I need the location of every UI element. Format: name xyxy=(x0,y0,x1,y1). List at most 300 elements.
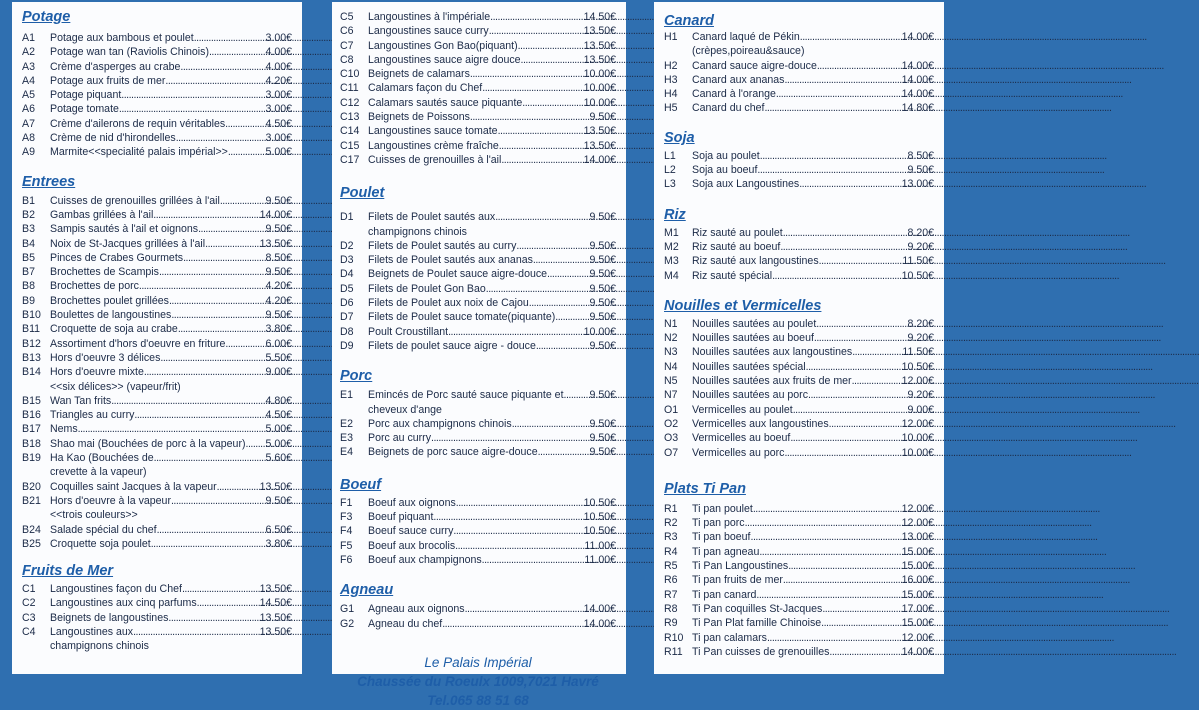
item-line xyxy=(368,210,616,224)
item-description xyxy=(692,616,934,630)
item-description xyxy=(50,322,292,336)
menu-list-soja xyxy=(664,149,934,192)
item-price: 3.00€ xyxy=(265,89,292,102)
item-code: R10 xyxy=(664,631,684,644)
item-price: 14.50€ xyxy=(259,597,292,610)
item-code: B24 xyxy=(22,523,41,536)
dot-leader xyxy=(121,88,264,102)
dot-leader xyxy=(518,39,583,53)
item-name: Ti pan boeuf xyxy=(692,531,751,544)
item-description xyxy=(50,480,292,494)
item-name: Crème d'asperges au crabe xyxy=(50,60,181,73)
item-price: 13.50€ xyxy=(583,125,616,138)
dot-leader xyxy=(512,417,589,431)
menu-item xyxy=(22,279,292,293)
item-description xyxy=(50,265,292,279)
menu-item xyxy=(664,149,934,163)
item-code: L2 xyxy=(664,164,676,177)
item-code: B15 xyxy=(22,394,41,407)
item-code: D6 xyxy=(340,297,354,310)
item-name: Langoustines sauce aigre douce xyxy=(368,53,521,66)
item-price: 9.50€ xyxy=(589,239,616,252)
menu-item xyxy=(22,131,292,145)
menu-item xyxy=(664,360,934,374)
item-name: Langoustines à l'impériale xyxy=(368,11,491,23)
item-description xyxy=(368,431,616,445)
item-price: 10.00€ xyxy=(583,96,616,109)
item-name: Potage wan tan (Raviolis Chinois) xyxy=(50,46,209,59)
item-name: Potage piquant xyxy=(50,89,122,102)
menu-item xyxy=(22,208,292,222)
menu-item xyxy=(664,388,934,402)
item-price: 9.50€ xyxy=(589,268,616,281)
item-description xyxy=(368,282,616,296)
dot-leader xyxy=(205,237,258,251)
item-description xyxy=(50,208,292,222)
menu-item xyxy=(340,339,616,353)
item-name: Ha Kao (Bouchées de xyxy=(50,452,154,465)
item-name: Vermicelles au boeuf xyxy=(692,432,791,445)
item-description xyxy=(368,388,616,417)
dot-leader xyxy=(220,194,265,208)
dot-leader xyxy=(745,516,901,530)
item-name: Filets de Poulet sauce tomate(piquante) xyxy=(368,311,556,324)
item-code: F3 xyxy=(340,511,353,524)
item-price: 10.00€ xyxy=(583,68,616,81)
item-name: Ti Pan Plat famille Chinoise xyxy=(692,617,822,630)
menu-list-canard xyxy=(664,30,934,116)
item-name: Nouilles sautées aux fruits de mer xyxy=(692,375,852,388)
item-price: 3.80€ xyxy=(265,323,292,336)
menu-item xyxy=(22,394,292,408)
item-description xyxy=(692,331,934,345)
item-name: Marmite<<specialité palais impérial>> xyxy=(50,146,228,159)
item-name: Vermicelles au porc xyxy=(692,446,785,459)
item-description xyxy=(368,553,616,567)
menu-item xyxy=(340,239,616,253)
item-code: O3 xyxy=(664,432,679,445)
menu-item xyxy=(664,588,934,602)
item-code: B13 xyxy=(22,351,41,364)
item-name: Nouilles sautées spécial xyxy=(692,360,806,373)
item-code: G1 xyxy=(340,603,355,616)
menu-item xyxy=(664,87,934,101)
item-price: 13.50€ xyxy=(583,139,616,152)
item-name: Hors d'oeuvre à la vapeur xyxy=(50,494,171,507)
item-description xyxy=(692,59,934,73)
menu-item xyxy=(22,74,292,88)
menu-item xyxy=(340,210,616,239)
item-description xyxy=(692,177,934,191)
item-name: Canard laqué de Pékin xyxy=(692,31,800,43)
menu-item xyxy=(340,81,616,95)
item-price: 8.50€ xyxy=(265,251,292,264)
dot-leader xyxy=(111,394,264,408)
dot-leader xyxy=(470,110,589,124)
dot-leader xyxy=(814,331,907,345)
menu-item xyxy=(664,254,934,268)
item-description xyxy=(692,545,934,559)
item-name: Soja au poulet xyxy=(692,149,760,162)
item-description xyxy=(50,102,292,116)
menu-item xyxy=(22,337,292,351)
item-description xyxy=(50,523,292,537)
item-name: Cuisses de grenouilles à l'ail xyxy=(368,153,502,166)
menu-item xyxy=(664,530,934,544)
item-price: 9.50€ xyxy=(589,111,616,124)
item-name: Ti pan agneau xyxy=(692,545,760,558)
dot-leader xyxy=(529,296,589,310)
item-name: Ti pan fruits de mer xyxy=(692,574,783,587)
item-name: Gambas grillées à l'ail xyxy=(50,208,154,221)
section-title-riz: Riz xyxy=(664,206,686,223)
item-price: 12.00€ xyxy=(901,631,934,644)
menu-item xyxy=(664,240,934,254)
restaurant-address: Chaussée du Roeulx 1009,7021 Havré xyxy=(357,673,599,689)
item-price: 10.00€ xyxy=(901,446,934,459)
item-name: Beignets de calamars xyxy=(368,68,470,81)
item-code: C7 xyxy=(340,39,354,52)
item-name: Calamars façon du Chef xyxy=(368,82,483,95)
menu-item xyxy=(664,73,934,87)
dot-leader xyxy=(159,265,265,279)
item-description xyxy=(368,310,616,324)
item-price: 4.50€ xyxy=(265,117,292,130)
dot-leader xyxy=(246,437,265,451)
menu-item xyxy=(340,602,616,616)
menu-item xyxy=(340,67,616,81)
menu-item xyxy=(22,31,292,45)
item-code: B17 xyxy=(22,423,41,436)
item-name: Brochettes de porc xyxy=(50,280,139,293)
item-description xyxy=(692,530,934,544)
item-name: Potage aux fruits de mer xyxy=(50,74,166,87)
menu-list-fruits-de-mer-cont xyxy=(340,10,616,167)
item-code: F6 xyxy=(340,553,353,566)
menu-item xyxy=(22,45,292,59)
item-description xyxy=(368,81,616,95)
item-name: Filets de poulet sauce aigre - douce xyxy=(368,339,536,352)
dot-leader xyxy=(852,374,901,388)
item-description xyxy=(692,588,934,602)
item-code: B11 xyxy=(22,323,41,336)
item-code: M4 xyxy=(664,269,679,282)
item-code: L3 xyxy=(664,178,676,191)
menu-item xyxy=(664,431,934,445)
item-name: Soja au boeuf xyxy=(692,164,758,177)
dot-leader xyxy=(225,337,264,351)
menu-item xyxy=(664,59,934,73)
menu-item xyxy=(664,163,934,177)
item-description xyxy=(692,226,934,240)
item-name: Filets de Poulet sautés aux xyxy=(368,211,496,224)
item-code: O2 xyxy=(664,417,679,430)
item-description xyxy=(368,510,616,524)
item-name: Vermicelles au poulet xyxy=(692,403,793,416)
dot-leader xyxy=(783,573,901,587)
dot-leader xyxy=(490,10,582,24)
item-price: 13.50€ xyxy=(259,237,292,250)
item-name: Beignets de Poissons xyxy=(368,111,470,124)
item-price: 9.20€ xyxy=(907,332,934,345)
item-code: C15 xyxy=(340,139,360,152)
restaurant-info xyxy=(340,653,616,710)
item-code: A2 xyxy=(22,46,35,59)
item-price: 14.00€ xyxy=(901,73,934,86)
item-description xyxy=(692,101,934,115)
item-description xyxy=(368,296,616,310)
menu-item xyxy=(340,53,616,67)
dot-leader xyxy=(788,559,900,573)
item-description xyxy=(50,611,292,625)
item-description xyxy=(50,145,292,159)
dot-leader xyxy=(448,325,583,339)
item-name: Boeuf sauce curry xyxy=(368,525,454,538)
item-name: Canard à l'orange xyxy=(692,88,776,101)
item-name: Noix de St-Jacques grillées à l'ail xyxy=(50,237,206,250)
item-description xyxy=(692,388,934,402)
dot-leader xyxy=(564,388,589,402)
item-name: Langoustines façon du Chef xyxy=(50,583,182,596)
item-description xyxy=(692,602,934,616)
item-code: M1 xyxy=(664,226,679,239)
item-code: D4 xyxy=(340,268,354,281)
item-code: C14 xyxy=(340,125,360,138)
item-price: 9.50€ xyxy=(907,164,934,177)
item-name: Crème d'ailerons de requin véritables xyxy=(50,117,226,130)
item-price: 8.20€ xyxy=(907,317,934,330)
menu-item xyxy=(22,251,292,265)
item-price: 9.20€ xyxy=(907,389,934,402)
menu-item xyxy=(664,616,934,630)
item-price: 10.00€ xyxy=(901,432,934,445)
item-description xyxy=(692,269,934,283)
menu-list-entrees xyxy=(22,194,292,551)
item-price: 9.50€ xyxy=(265,223,292,236)
item-code: H4 xyxy=(664,88,678,101)
menu-item xyxy=(664,417,934,431)
item-code: R6 xyxy=(664,574,678,587)
item-description xyxy=(50,222,292,236)
menu-item xyxy=(22,611,292,625)
dot-leader xyxy=(489,24,583,38)
item-name: Soja aux Langoustines xyxy=(692,178,800,191)
menu-item xyxy=(22,145,292,159)
item-description xyxy=(692,345,934,359)
dot-leader xyxy=(78,422,265,436)
item-price: 9.50€ xyxy=(265,194,292,207)
item-description xyxy=(50,408,292,422)
item-description xyxy=(692,360,934,374)
menu-item xyxy=(22,308,292,322)
dot-leader xyxy=(160,351,264,365)
item-price: 9.50€ xyxy=(265,266,292,279)
item-name: Sampis sautés à l'ail et oignons xyxy=(50,223,199,236)
item-code: B5 xyxy=(22,251,35,264)
item-description xyxy=(692,516,934,530)
dot-leader xyxy=(171,308,264,322)
item-price: 4.20€ xyxy=(265,74,292,87)
menu-item xyxy=(22,102,292,116)
item-price: 4.80€ xyxy=(265,394,292,407)
item-code: A1 xyxy=(22,32,35,44)
item-name: Langoustines Gon Bao(piquant) xyxy=(368,39,518,52)
menu-list-agneau xyxy=(340,602,616,631)
menu-item xyxy=(22,265,292,279)
item-price: 13.00€ xyxy=(901,531,934,544)
dot-leader xyxy=(829,645,900,659)
item-line xyxy=(50,451,292,465)
item-description xyxy=(692,254,934,268)
menu-item xyxy=(664,516,934,530)
item-description xyxy=(50,74,292,88)
menu-item xyxy=(22,88,292,102)
item-description xyxy=(50,31,292,45)
item-code: B2 xyxy=(22,208,35,221)
item-code: A6 xyxy=(22,103,35,116)
item-description xyxy=(368,339,616,353)
section-title-poulet: Poulet xyxy=(340,185,385,202)
item-price: 14.00€ xyxy=(583,617,616,630)
item-name: Riz sauté au poulet xyxy=(692,226,783,239)
item-description xyxy=(50,237,292,251)
item-name: Beignets de langoustines xyxy=(50,611,169,624)
dot-leader xyxy=(178,322,265,336)
menu-list-porc xyxy=(340,388,616,459)
menu-item xyxy=(340,431,616,445)
item-code: D1 xyxy=(340,211,354,224)
dot-leader xyxy=(547,267,588,281)
dot-leader xyxy=(431,431,588,445)
dot-leader xyxy=(799,177,900,191)
item-name: Agneau du chef xyxy=(368,617,443,630)
dot-leader xyxy=(772,269,901,283)
item-description xyxy=(50,194,292,208)
item-code: N5 xyxy=(664,375,678,388)
item-name: Assortiment d'hors d'oeuvre en friture xyxy=(50,337,226,350)
item-name: Brochettes de Scampis xyxy=(50,266,159,279)
item-code: L1 xyxy=(664,149,676,162)
dot-leader xyxy=(790,431,900,445)
dot-leader xyxy=(767,631,901,645)
item-name: Shao mai (Bouchées de porc à la vapeur) xyxy=(50,437,246,450)
item-price: 12.00€ xyxy=(901,502,934,515)
item-code: N2 xyxy=(664,332,678,345)
item-price: 9.50€ xyxy=(589,311,616,324)
item-description xyxy=(692,502,934,516)
menu-item xyxy=(340,445,616,459)
item-name: Langoustines crème fraîche xyxy=(368,139,499,152)
item-price: 4.20€ xyxy=(265,280,292,293)
menu-item xyxy=(340,24,616,38)
item-name: Filets de Poulet sautés au curry xyxy=(368,239,517,252)
item-price: 5.00€ xyxy=(265,423,292,436)
section-title-canard: Canard xyxy=(664,13,714,29)
item-code: D3 xyxy=(340,254,354,267)
item-description xyxy=(50,131,292,145)
item-price: 9.50€ xyxy=(265,309,292,322)
item-code: A4 xyxy=(22,74,35,87)
item-description xyxy=(50,437,292,451)
item-description xyxy=(50,537,292,551)
item-price: 10.50€ xyxy=(901,360,934,373)
dot-leader xyxy=(168,611,258,625)
item-code: C3 xyxy=(22,611,36,624)
item-name: Riz sauté aux langoustines xyxy=(692,255,819,268)
menu-item xyxy=(340,253,616,267)
dot-leader xyxy=(198,222,264,236)
dot-leader xyxy=(536,339,589,353)
item-code: C17 xyxy=(340,153,360,166)
item-name: Ti pan calamars xyxy=(692,631,767,644)
section-title-agneau: Agneau xyxy=(340,582,394,599)
item-price: 13.00€ xyxy=(901,178,934,191)
item-description xyxy=(692,317,934,331)
menu-list-poulet xyxy=(340,210,616,353)
item-code: R3 xyxy=(664,531,678,544)
item-name: <<trois couleurs>> xyxy=(50,509,138,522)
item-name: Filets de Poulet Gon Bao xyxy=(368,282,486,295)
menu-item xyxy=(22,537,292,551)
item-price: 11.50€ xyxy=(902,255,934,268)
menu-item xyxy=(340,10,616,24)
item-name: Vermicelles aux langoustines xyxy=(692,417,829,430)
item-code: C11 xyxy=(340,82,359,95)
item-code: E3 xyxy=(340,432,353,445)
dot-leader xyxy=(495,210,588,224)
dot-leader xyxy=(816,317,906,331)
menu-item xyxy=(22,365,292,394)
item-description xyxy=(692,559,934,573)
item-price: 10.50€ xyxy=(901,269,934,282)
dot-leader xyxy=(183,251,264,265)
section-title-boeuf: Boeuf xyxy=(340,476,382,493)
item-price: 14.00€ xyxy=(901,59,934,72)
item-price: 6.50€ xyxy=(265,523,292,536)
dot-leader xyxy=(780,240,906,254)
menu-item xyxy=(340,39,616,53)
item-price: 14.00€ xyxy=(259,208,292,221)
dot-leader xyxy=(821,616,900,630)
item-price: 5.00€ xyxy=(265,437,292,450)
dot-leader xyxy=(217,480,259,494)
dot-leader xyxy=(760,149,907,163)
dot-leader xyxy=(465,602,583,616)
dot-leader xyxy=(522,96,582,110)
dot-leader xyxy=(751,530,901,544)
item-name: Beignets de porc sauce aigre-douce xyxy=(368,446,538,459)
item-name: Salade spécial du chef xyxy=(50,523,157,536)
item-code: B7 xyxy=(22,266,35,279)
item-description xyxy=(368,617,616,631)
item-price: 14.00€ xyxy=(901,31,934,43)
menu-item xyxy=(340,124,616,138)
item-price: 4.00€ xyxy=(265,46,292,59)
item-name: Ti pan porc xyxy=(692,517,745,530)
item-name: Riz sauté spécial xyxy=(692,269,773,282)
item-name: <<six délices>> (vapeur/frit) xyxy=(50,380,181,393)
item-price: 10.50€ xyxy=(583,496,616,509)
item-description xyxy=(368,24,616,38)
item-name: Wan Tan frits xyxy=(50,394,112,407)
item-code: A3 xyxy=(22,60,35,73)
menu-item xyxy=(664,645,934,659)
dot-leader xyxy=(819,254,902,268)
dot-leader xyxy=(501,153,582,167)
item-description xyxy=(692,645,934,659)
dot-leader xyxy=(228,145,265,159)
item-name: champignons chinois xyxy=(50,640,149,653)
